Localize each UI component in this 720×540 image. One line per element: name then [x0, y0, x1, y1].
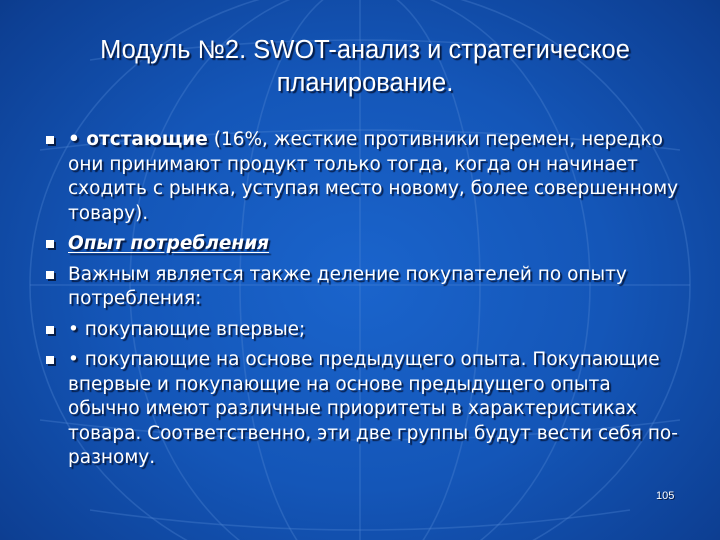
item-text: • покупающие на основе предыдущего опыта. Покупающие впервые и покупающие на основе предыдущего опыта обычно имеют различные приоритеты в характеристиках товара. Соответственно, эти две группы будут вести себя по-разному. — [68, 349, 678, 468]
page-number: 105 — [656, 490, 675, 502]
section-heading: Опыт потребления — [68, 233, 270, 254]
list-item — [46, 232, 686, 257]
slide-title: Модуль №2. SWOT-анализ и стратегическое планирование. — [100, 36, 630, 97]
list-item — [46, 263, 686, 312]
square-bullet-icon — [46, 326, 54, 334]
bullet-list — [46, 128, 686, 477]
term-laggards: • отстающие — [68, 129, 208, 150]
square-bullet-icon — [46, 271, 54, 279]
list-item — [46, 128, 686, 226]
item-text: • покупающие впервые; — [68, 318, 306, 340]
list-item — [46, 318, 686, 343]
square-bullet-icon — [46, 240, 54, 248]
item-text: Важным является также деление покупателей по опыту потребления: — [68, 263, 627, 309]
square-bullet-icon — [46, 136, 54, 144]
list-item — [46, 348, 686, 471]
square-bullet-icon — [46, 356, 54, 364]
item-text: (16%, жесткие противники перемен, нередко они принимают продукт только тогда, когда он начинает сходить с рынка, уступая место новому, более совершенному товару). — [68, 129, 679, 224]
